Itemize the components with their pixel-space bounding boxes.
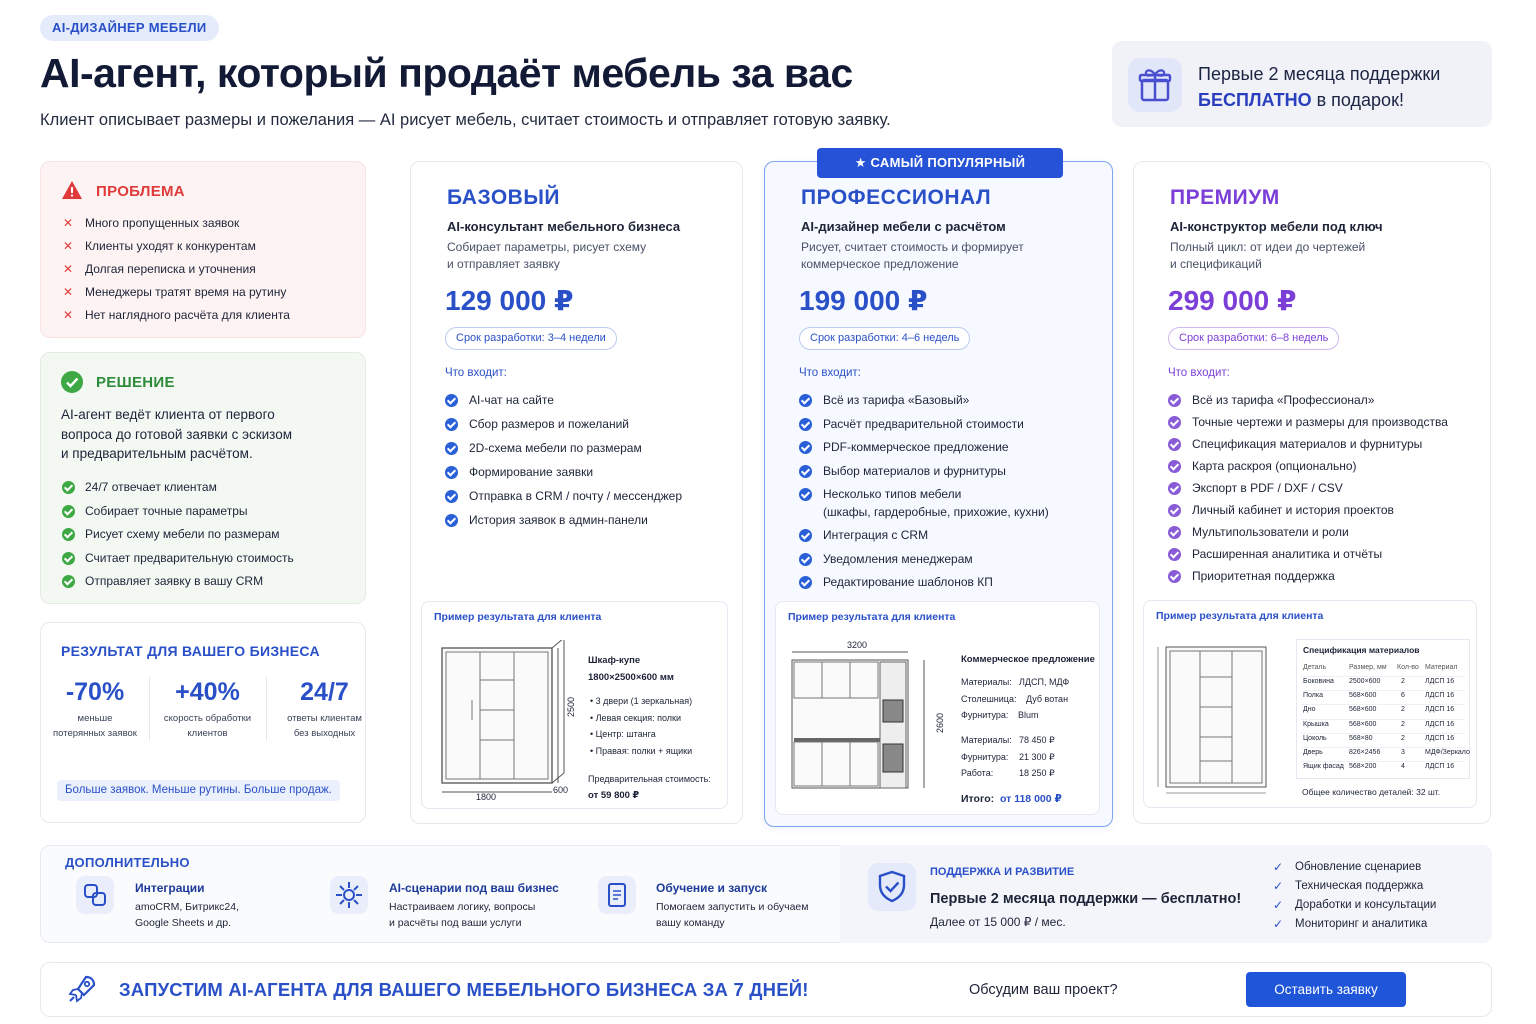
table-header: Кол-во	[1397, 664, 1419, 671]
check-icon	[1168, 504, 1181, 517]
page-title: AI-агент, который продаёт мебель за вас	[40, 50, 853, 96]
problem-title: ПРОБЛЕМА	[96, 183, 185, 200]
spec-label: Материалы:	[961, 677, 1012, 687]
table-cell: 4	[1401, 763, 1405, 771]
cost-label: Фурнитура:	[961, 751, 1009, 762]
includes-label: Что входит:	[1168, 367, 1230, 379]
cost-label: Работа:	[961, 768, 994, 778]
plan-description-line: Полный цикл: от идеи до чертежей	[1170, 240, 1366, 254]
check-icon	[62, 575, 75, 588]
table-cell: Полка	[1303, 692, 1323, 700]
check-icon	[1168, 460, 1181, 473]
example-title: Пример результата для клиента	[788, 611, 956, 623]
dimension-width: 3200	[847, 640, 868, 650]
spec-value: ЛДСП, МДФ	[1019, 677, 1070, 687]
stat-label: скорость обработки	[163, 713, 252, 724]
plan-subtitle: AI-консультант мебельного бизнеса	[447, 219, 681, 234]
table-cell: 2	[1401, 720, 1405, 728]
check-icon	[1168, 570, 1181, 583]
stat-label: без выходных	[293, 728, 356, 739]
check-icon	[445, 442, 458, 455]
stat-value: 24/7	[300, 678, 349, 706]
problem-item: Клиенты уходят к конкурентам	[85, 239, 256, 253]
support-item: Техническая поддержка	[1295, 880, 1424, 892]
cost-label: Материалы:	[961, 735, 1012, 745]
problem-item: Много пропущенных заявок	[85, 216, 240, 230]
table-cell: 568×600	[1349, 720, 1377, 728]
table-cell: 2	[1401, 678, 1405, 685]
solution-item: Отправляет заявку в вашу CRM	[85, 574, 264, 588]
includes-label: Что входит:	[445, 367, 507, 379]
check-icon	[445, 394, 458, 407]
stat-value: +40%	[175, 678, 240, 706]
example-price: от 59 800 ₽	[588, 790, 640, 801]
feature-item: Мультипользователи и роли	[1192, 525, 1349, 539]
plan-name: ПРЕМИУМ	[1170, 186, 1280, 209]
support-item: Доработки и консультации	[1295, 899, 1437, 911]
table-cell: ЛДСП 16	[1425, 692, 1455, 700]
check-icon	[799, 465, 812, 478]
feature-item: Несколько типов мебели	[823, 487, 962, 501]
results-footer: Больше заявок. Меньше рутины. Больше продаж.	[57, 780, 340, 801]
table-cell: 2500×600	[1349, 678, 1381, 685]
stat-item	[266, 673, 383, 741]
check-icon	[799, 441, 812, 454]
results-panel	[40, 622, 366, 823]
table-cell: Ящик фасад	[1303, 763, 1344, 771]
cta-question: Обсудим ваш проект?	[969, 982, 1118, 998]
solution-text: AI-агент ведёт клиента от первого вопроса до готовой заявки с эскизом и предварительным расчётом.	[61, 407, 292, 461]
stat-label: ответы клиентам	[287, 713, 362, 724]
table-cell: 568×600	[1349, 706, 1377, 714]
total-value: от 118 000 ₽	[1000, 793, 1062, 805]
example-title: Пример результата для клиента	[434, 611, 602, 623]
spec-value: Дуб вотан	[1026, 693, 1069, 704]
problem-item: Менеджеры тратят время на рутину	[85, 285, 287, 299]
example-bullet: • Левая секция: полки	[590, 712, 682, 723]
plan-description-line: и отправляет заявку	[447, 257, 560, 271]
cross-icon: ✕	[63, 239, 74, 253]
table-cell: ЛДСП 16	[1425, 678, 1455, 685]
check-icon	[799, 394, 812, 407]
dev-term-badge: Срок разработки: 6–8 недель	[1168, 327, 1339, 350]
results-title: РЕЗУЛЬТАТ ДЛЯ ВАШЕГО БИЗНЕСА	[61, 643, 320, 659]
table-cell: ЛДСП 16	[1425, 734, 1455, 742]
check-icon: ✓	[1273, 917, 1284, 931]
table-cell: Цоколь	[1303, 734, 1327, 742]
feature-item: Личный кабинет и история проектов	[1192, 503, 1394, 517]
solution-item: Собирает точные параметры	[85, 503, 248, 518]
table-cell: 568×80	[1349, 734, 1373, 742]
extra-title: Интеграции	[135, 881, 205, 895]
table-cell: 2	[1401, 706, 1405, 714]
table-cell: 826×2456	[1349, 749, 1381, 756]
check-circle-icon	[61, 371, 83, 393]
check-icon: ✓	[1273, 879, 1284, 893]
spec-label: Фурнитура:	[961, 710, 1009, 720]
example-bullet: • Правая: полки + ящики	[590, 745, 693, 756]
example-result-box	[1143, 600, 1477, 808]
total-label: Итого:	[961, 793, 995, 805]
dev-term-badge: Срок разработки: 4–6 недель	[799, 327, 970, 350]
plan-description-line: Собирает параметры, рисует схему	[447, 240, 647, 254]
table-title: Спецификация материалов	[1303, 645, 1420, 655]
table-cell: Дверь	[1303, 749, 1323, 756]
feature-item: Расширенная аналитика и отчёты	[1192, 547, 1383, 561]
extra-desc: Помогаем запустить и обучаем	[656, 901, 809, 913]
extra-desc: Google Sheets и др.	[135, 917, 232, 929]
support-label: ПОДДЕРЖКА И РАЗВИТИЕ	[930, 866, 1075, 878]
warning-icon	[61, 180, 83, 200]
feature-item: AI-чат на сайте	[469, 393, 554, 407]
table-cell: 2	[1401, 734, 1405, 742]
row-divider	[1301, 719, 1465, 720]
check-icon	[62, 481, 75, 494]
integrations-icon	[76, 876, 114, 914]
check-icon	[1168, 394, 1181, 407]
check-icon	[799, 488, 812, 501]
problem-item: Долгая переписка и уточнения	[85, 262, 256, 276]
example-result-box	[775, 601, 1100, 815]
extra-title: Обучение и запуск	[656, 881, 768, 895]
cabinet-drawing	[1152, 641, 1292, 801]
check-icon	[799, 553, 812, 566]
divider	[266, 677, 267, 741]
check-icon	[445, 418, 458, 431]
feature-item: История заявок в админ-панели	[469, 513, 648, 527]
plan-price: 199 000 ₽	[799, 285, 928, 316]
row-divider	[1301, 747, 1465, 748]
feature-item: Точные чертежи и размеры для производства	[1192, 415, 1448, 429]
support-item: Мониторинг и аналитика	[1295, 918, 1428, 930]
solution-panel	[40, 352, 366, 604]
example-price-label: Предварительная стоимость:	[588, 774, 711, 784]
cross-icon: ✕	[63, 285, 74, 299]
extras-title: ДОПОЛНИТЕЛЬНО	[65, 855, 190, 870]
support-price: Далее от 15 000 ₽ / мес.	[930, 915, 1066, 929]
check-icon	[1168, 526, 1181, 539]
support-item: Обновление сценариев	[1295, 861, 1422, 873]
check-icon	[62, 552, 75, 565]
feature-item: Экспорт в PDF / DXF / CSV	[1192, 481, 1343, 495]
plan-subtitle: AI-дизайнер мебели с расчётом	[801, 219, 1006, 234]
plan-description	[1170, 239, 1365, 273]
plan-description-line: Рисует, считает стоимость и формирует	[801, 240, 1024, 254]
table-cell: 568×200	[1349, 763, 1377, 771]
stat-label: потерянных заявок	[53, 728, 137, 739]
extra-desc: и расчёты под ваши услуги	[389, 917, 522, 929]
table-cell: 6	[1401, 692, 1405, 700]
training-icon	[598, 876, 636, 914]
popular-badge: ★ САМЫЙ ПОПУЛЯРНЫЙ	[817, 148, 1063, 178]
example-bullet: • Центр: штанга	[590, 729, 656, 739]
plan-description-line: и спецификаций	[1170, 257, 1262, 271]
plan-subtitle: AI-конструктор мебели под ключ	[1170, 219, 1383, 234]
extra-desc: amoCRM, Битрикс24,	[135, 901, 240, 913]
check-icon	[799, 529, 812, 542]
feature-item: PDF-коммерческое предложение	[823, 440, 1009, 454]
cross-icon: ✕	[63, 308, 74, 322]
submit-request-button[interactable]: Оставить заявку	[1246, 972, 1406, 1007]
stat-label: меньше	[77, 713, 113, 724]
dimension-height: 2600	[935, 712, 946, 734]
solution-title: РЕШЕНИЕ	[96, 374, 175, 391]
extra-desc: вашу команду	[656, 917, 725, 929]
example-dimensions: 1800×2500×600 мм	[588, 672, 674, 683]
check-icon	[799, 418, 812, 431]
table-header: Материал	[1425, 664, 1458, 671]
shield-check-icon	[868, 863, 916, 911]
table-header: Размер, мм	[1349, 664, 1387, 671]
check-icon	[1168, 548, 1181, 561]
cross-icon: ✕	[63, 262, 74, 276]
check-icon	[62, 505, 75, 518]
row-divider	[1301, 761, 1465, 762]
feature-item: Редактирование шаблонов КП	[823, 575, 993, 589]
plan-price: 299 000 ₽	[1168, 285, 1297, 316]
check-icon	[1168, 438, 1181, 451]
dimension-depth: 600	[553, 785, 569, 795]
check-icon	[445, 466, 458, 479]
plan-description	[801, 239, 1024, 273]
table-cell: 3	[1401, 749, 1405, 756]
table-total: Общее количество деталей: 32 шт.	[1302, 787, 1441, 797]
cta-text: ЗАПУСТИМ AI-АГЕНТА ДЛЯ ВАШЕГО МЕБЕЛЬНОГО БИЗНЕСА ЗА 7 ДНЕЙ!	[119, 979, 809, 1000]
check-icon	[1168, 416, 1181, 429]
feature-item: Всё из тарифа «Профессионал»	[1192, 393, 1375, 407]
row-divider	[1301, 704, 1465, 705]
plan-price: 129 000 ₽	[445, 285, 574, 316]
feature-item: Уведомления менеджерам	[823, 551, 973, 566]
extra-title: AI-сценарии под ваш бизнес	[389, 881, 559, 895]
stat-value: -70%	[65, 678, 125, 706]
gift-banner	[1112, 41, 1492, 127]
check-icon	[1168, 482, 1181, 495]
category-tag: AI-ДИЗАЙНЕР МЕБЕЛИ	[40, 15, 219, 41]
check-icon: ✓	[1273, 898, 1284, 912]
check-icon	[445, 490, 458, 503]
check-icon	[799, 576, 812, 589]
stat-item	[41, 673, 149, 741]
table-cell: Крышка	[1303, 720, 1329, 728]
feature-item: Спецификация материалов и фурнитуры	[1192, 437, 1423, 451]
gift-icon	[1128, 58, 1182, 112]
page-subtitle: Клиент описывает размеры и пожелания — AI рисует мебель, считает стоимость и отправляет готовую заявку.	[40, 111, 891, 129]
feature-item: Всё из тарифа «Базовый»	[823, 393, 970, 407]
example-title: Пример результата для клиента	[1156, 610, 1324, 622]
cost-value: 21 300 ₽	[1019, 751, 1055, 762]
row-divider	[1301, 733, 1465, 734]
spec-label: Столешница:	[961, 693, 1017, 704]
feature-item: Сбор размеров и пожеланий	[469, 417, 630, 431]
problem-panel	[40, 161, 366, 338]
table-cell: Боковина	[1303, 678, 1334, 685]
cost-value: 78 450 ₽	[1019, 735, 1055, 745]
feature-item: (шкафы, гардеробные, прихожие, кухни)	[823, 504, 1049, 519]
spec-value: Blum	[1018, 710, 1039, 720]
feature-item: Отправка в CRM / почту / мессенджер	[469, 489, 683, 503]
table-header: Деталь	[1303, 664, 1327, 671]
cross-icon: ✕	[63, 216, 74, 230]
plan-name: ПРОФЕССИОНАЛ	[801, 186, 992, 209]
gift-text: Первые 2 месяца поддержки БЕСПЛАТНО в подарок!	[1198, 64, 1441, 110]
spec-table	[1296, 639, 1470, 779]
feature-item: Расчёт предварительной стоимости	[823, 416, 1024, 431]
feature-item: Выбор материалов и фурнитуры	[823, 463, 1006, 478]
plan-description-line: коммерческое предложение	[801, 257, 959, 271]
rocket-icon	[66, 973, 98, 1010]
stat-item	[149, 673, 266, 741]
example-result-box	[421, 601, 728, 809]
solution-item: 24/7 отвечает клиентам	[85, 480, 217, 494]
solution-item: Рисует схему мебели по размерам	[85, 527, 280, 541]
dev-term-badge: Срок разработки: 3–4 недели	[445, 327, 617, 350]
feature-item: Интеграция с CRM	[823, 528, 929, 542]
table-cell: Дно	[1303, 706, 1316, 714]
table-cell: МДФ/Зеркало	[1425, 749, 1470, 756]
table-cell: 568×600	[1349, 692, 1377, 700]
kitchen-drawing	[784, 638, 954, 808]
extra-desc: Настраиваем логику, вопросы	[389, 901, 536, 913]
ai-scenario-icon	[330, 876, 368, 914]
example-bullet: • 3 двери (1 зеркальная)	[590, 696, 693, 706]
cost-value: 18 250 ₽	[1019, 768, 1055, 778]
problem-item: Нет наглядного расчёта для клиента	[85, 308, 290, 322]
feature-item: 2D-схема мебели по размерам	[469, 441, 642, 455]
dimension-width: 1800	[476, 792, 497, 802]
row-divider	[1301, 690, 1465, 691]
plan-name: БАЗОВЫЙ	[447, 186, 560, 209]
check-icon	[445, 514, 458, 527]
feature-item: Формирование заявки	[469, 465, 594, 479]
table-cell: ЛДСП 16	[1425, 763, 1455, 771]
plan-description	[447, 239, 646, 273]
example-name: Шкаф-купе	[588, 655, 641, 666]
row-divider	[1301, 676, 1465, 677]
check-icon: ✓	[1273, 860, 1284, 874]
table-cell: ЛДСП 16	[1425, 706, 1455, 714]
stat-label: клиентов	[187, 728, 228, 739]
check-icon	[62, 528, 75, 541]
example-name: Коммерческое предложение	[961, 654, 1095, 665]
divider	[149, 677, 150, 741]
support-title: Первые 2 месяца поддержки — бесплатно!	[930, 891, 1242, 907]
feature-item: Приоритетная поддержка	[1192, 569, 1335, 583]
dimension-height: 2500	[566, 696, 577, 718]
solution-item: Считает предварительную стоимость	[85, 550, 294, 565]
feature-item: Карта раскроя (опционально)	[1192, 459, 1357, 473]
includes-label: Что входит:	[799, 367, 861, 379]
table-cell: ЛДСП 16	[1425, 720, 1455, 728]
